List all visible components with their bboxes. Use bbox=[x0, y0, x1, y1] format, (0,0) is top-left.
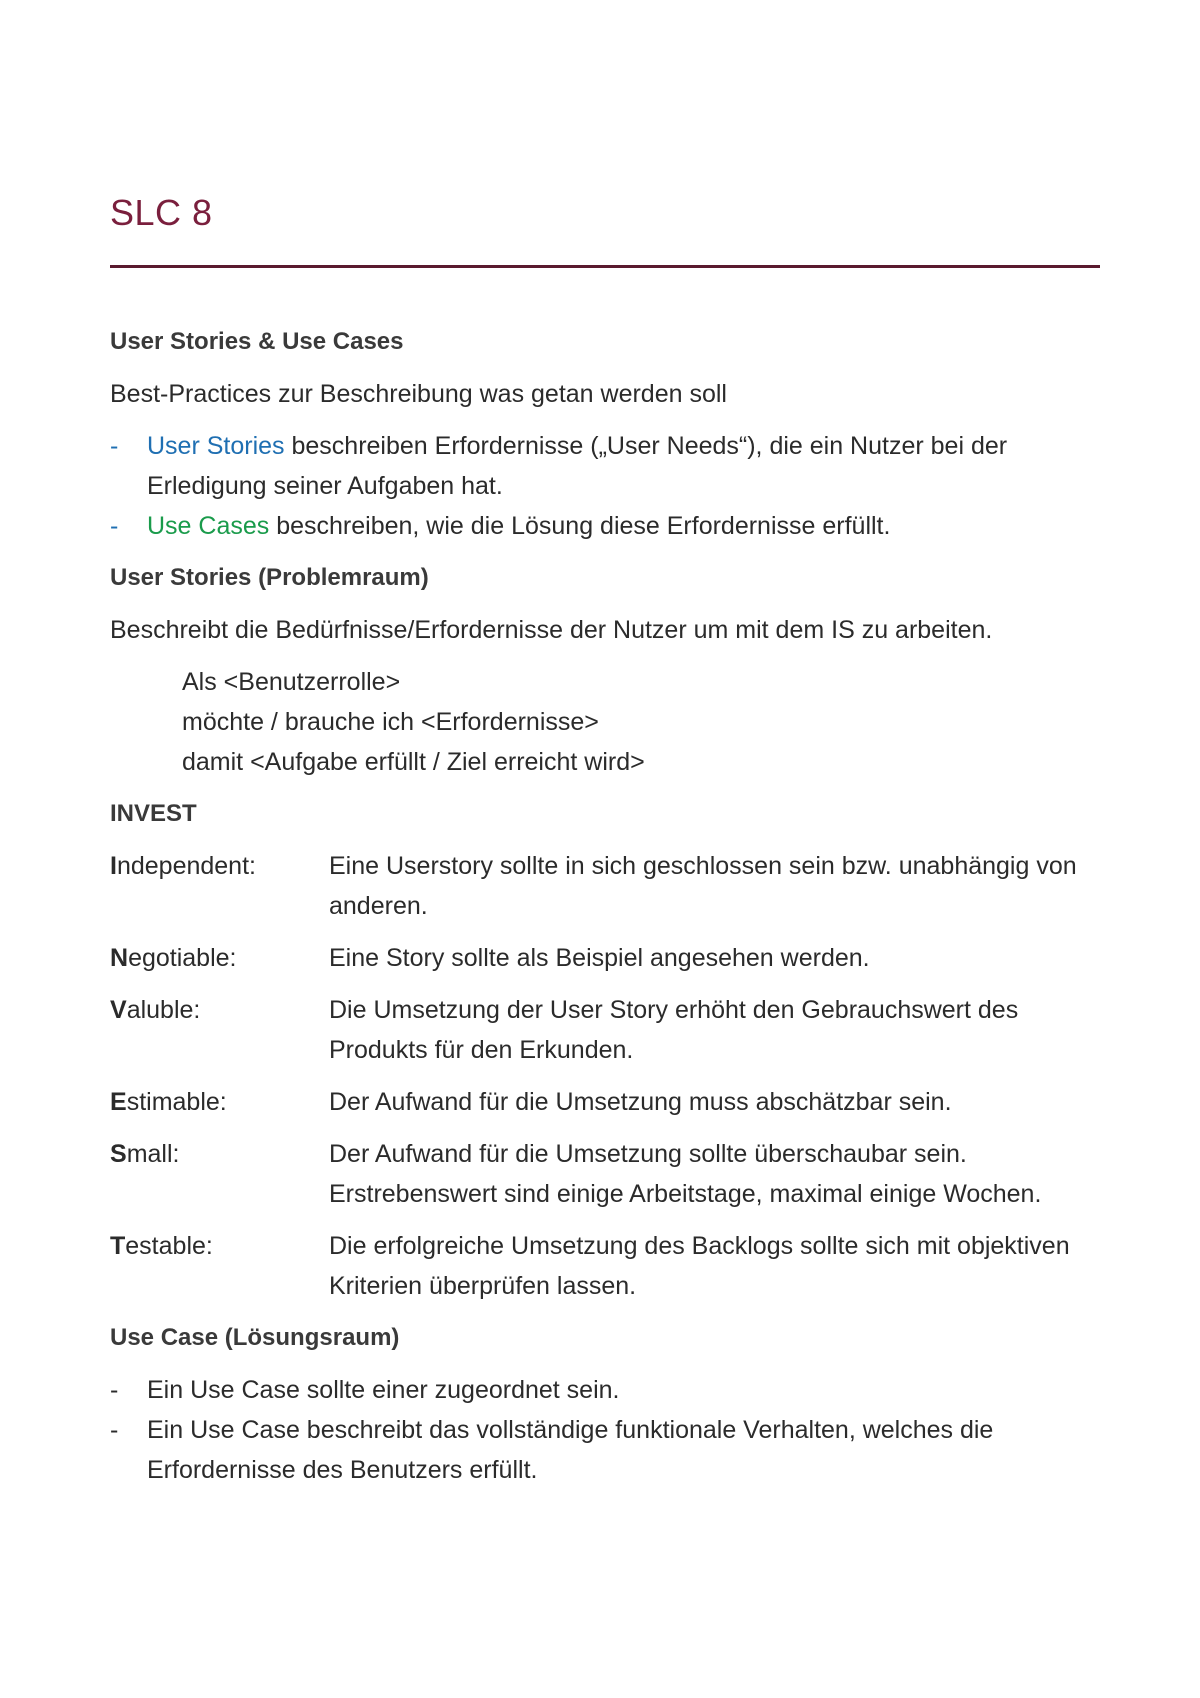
section-heading-invest: INVEST bbox=[110, 800, 197, 827]
user-story-template bbox=[182, 662, 1100, 782]
section-intro: Best-Practices zur Beschreibung was getan werden soll bbox=[110, 380, 727, 408]
invest-row bbox=[110, 938, 1100, 978]
invest-initial: N bbox=[110, 944, 129, 972]
invest-initial: S bbox=[110, 1140, 127, 1168]
invest-term bbox=[110, 1134, 329, 1214]
bullet-text: beschreiben, wie die Lösung diese Erfordernisse erfüllt. bbox=[269, 512, 891, 540]
invest-initial: I bbox=[110, 852, 117, 880]
invest-description: Eine Userstory sollte in sich geschlossen sein bzw. unabhängig von anderen. bbox=[329, 852, 1077, 920]
bullet-list bbox=[110, 1370, 1100, 1490]
invest-row bbox=[110, 846, 1100, 926]
invest-term bbox=[110, 1226, 329, 1306]
page-title: SLC 8 bbox=[110, 192, 213, 233]
invest-description: Der Aufwand für die Umsetzung muss abschätzbar sein. bbox=[329, 1088, 952, 1116]
invest-row bbox=[110, 1134, 1100, 1214]
bullet-dash: - bbox=[110, 432, 119, 460]
bullet-text: Ein Use Case beschreibt das vollständige funktionale Verhalten, welches die Erfordernisse des Benutzers erfüllt. bbox=[147, 1416, 994, 1484]
invest-row bbox=[110, 1082, 1100, 1122]
list-item bbox=[110, 426, 1100, 506]
bullet-text: Ein Use Case sollte einer zugeordnet sein. bbox=[147, 1376, 620, 1404]
highlight-user-stories: User Stories bbox=[147, 432, 285, 460]
section-heading-problemraum: User Stories (Problemraum) bbox=[110, 564, 429, 591]
invest-initial: V bbox=[110, 996, 127, 1024]
template-line: damit <Aufgabe erfüllt / Ziel erreicht wird> bbox=[182, 748, 645, 776]
invest-term bbox=[110, 990, 329, 1070]
bullet-list bbox=[110, 426, 1100, 546]
template-line: möchte / brauche ich <Erfordernisse> bbox=[182, 708, 599, 736]
invest-description: Der Aufwand für die Umsetzung sollte überschaubar sein. Erstrebenswert sind einige Arbeitstage, maximal einige Wochen. bbox=[329, 1140, 1042, 1208]
template-line: Als <Benutzerrolle> bbox=[182, 668, 401, 696]
invest-term-rest: mall: bbox=[126, 1140, 180, 1168]
invest-term-rest: ndependent: bbox=[116, 852, 256, 880]
invest-term bbox=[110, 846, 329, 926]
invest-initial: T bbox=[110, 1232, 126, 1260]
invest-term bbox=[110, 938, 329, 978]
invest-term-rest: stimable: bbox=[126, 1088, 227, 1116]
bullet-text: beschreiben Erfordernisse („User Needs“), die ein Nutzer bei der Erledigung seiner Aufgaben hat. bbox=[147, 432, 1008, 500]
invest-row bbox=[110, 1226, 1100, 1306]
title-divider bbox=[110, 265, 1100, 268]
invest-description: Die erfolgreiche Umsetzung des Backlogs sollte sich mit objektiven Kriterien überprüfen lassen. bbox=[329, 1232, 1070, 1300]
bullet-dash: - bbox=[110, 1376, 119, 1404]
invest-term-rest: aluble: bbox=[126, 996, 201, 1024]
document-body bbox=[110, 322, 1100, 1502]
list-item bbox=[110, 506, 1100, 546]
highlight-use-cases: Use Cases bbox=[147, 512, 270, 540]
section-intro: Beschreibt die Bedürfnisse/Erfordernisse der Nutzer um mit dem IS zu arbeiten. bbox=[110, 616, 993, 644]
list-item bbox=[110, 1370, 1100, 1410]
invest-description: Die Umsetzung der User Story erhöht den Gebrauchswert des Produkts für den Erkunden. bbox=[329, 996, 1019, 1064]
invest-row bbox=[110, 990, 1100, 1070]
bullet-dash: - bbox=[110, 512, 119, 540]
invest-term-rest: egotiable: bbox=[128, 944, 237, 972]
invest-description: Eine Story sollte als Beispiel angesehen werden. bbox=[329, 944, 870, 972]
invest-term bbox=[110, 1082, 329, 1122]
list-item bbox=[110, 1410, 1100, 1490]
invest-term-rest: estable: bbox=[125, 1232, 213, 1260]
section-heading-user-stories-use-cases: User Stories & Use Cases bbox=[110, 328, 404, 355]
invest-list bbox=[110, 846, 1100, 1306]
section-heading-loesungsraum: Use Case (Lösungsraum) bbox=[110, 1324, 400, 1351]
bullet-dash: - bbox=[110, 1416, 119, 1444]
invest-initial: E bbox=[110, 1088, 127, 1116]
